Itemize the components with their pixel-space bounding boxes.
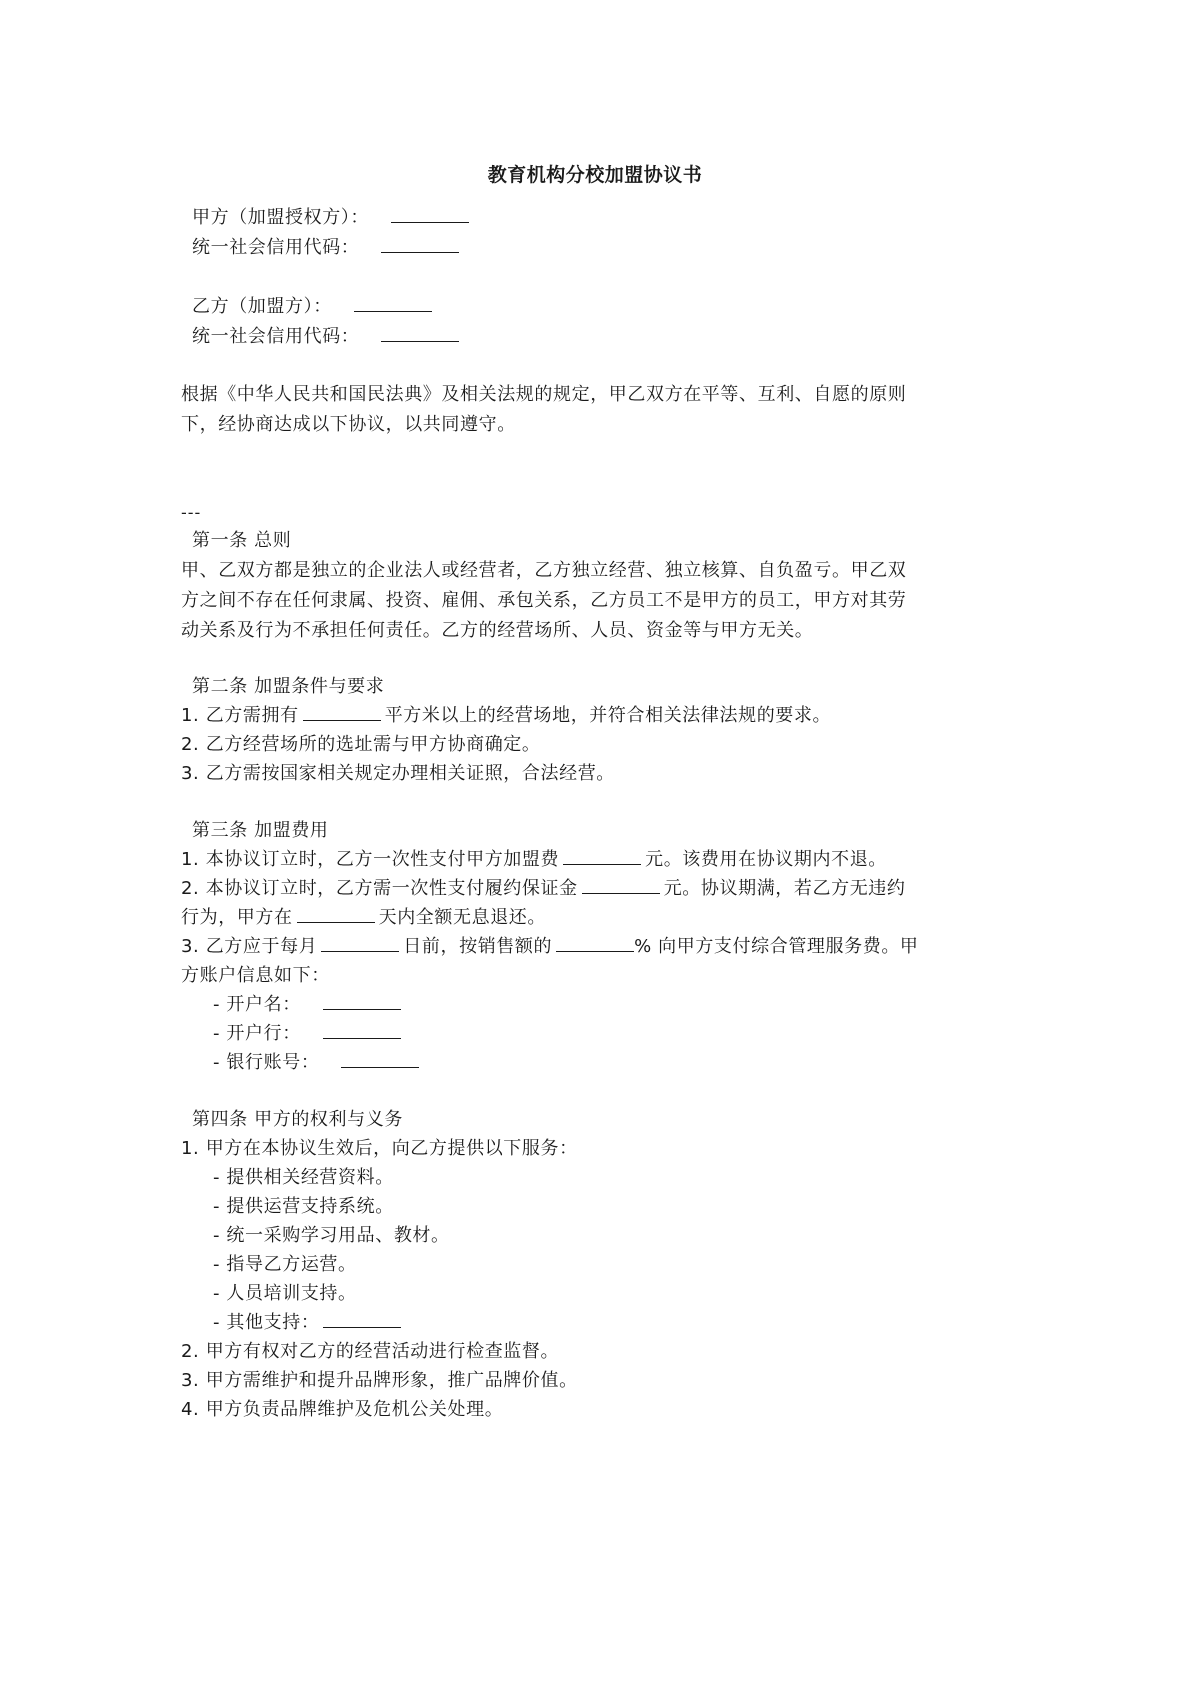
party-a-label: 甲方（加盟授权方）： <box>192 207 369 228</box>
article4-item-1: 1. 甲方在本协议生效后，向乙方提供以下服务： <box>181 1138 578 1159</box>
deposit-blank[interactable] <box>582 875 660 894</box>
franchise-fee-blank[interactable] <box>563 846 641 865</box>
article3-item2-line2-post: 天内全额无息退还。 <box>378 907 547 928</box>
article2-item-3: 3. 乙方需按国家相关规定办理相关证照，合法经营。 <box>181 763 615 784</box>
preamble-line-1: 根据《中华人民共和国民法典》及相关法规的规定，甲乙双方在平等、互利、自愿的原则 <box>181 384 907 405</box>
article2-item-2: 2. 乙方经营场所的选址需与甲方协商确定。 <box>181 734 541 755</box>
party-b-label: 乙方（加盟方）： <box>192 296 332 317</box>
article4-item-2: 2. 甲方有权对乙方的经营活动进行检查监督。 <box>181 1341 560 1362</box>
article4-item-4: 4. 甲方负责品牌维护及危机公关处理。 <box>181 1399 504 1420</box>
article3-item3-post: % 向甲方支付综合管理服务费。甲 <box>634 936 919 957</box>
article3-item-1 <box>181 845 887 875</box>
article3-item2-line2-pre: 行为，甲方在 <box>181 907 293 928</box>
article3-heading: 第三条 加盟费用 <box>192 820 329 841</box>
account-number-line <box>213 1048 423 1078</box>
preamble-line-2: 下，经协商达成以下协议，以共同遵守。 <box>181 414 516 435</box>
article3-item-2-line-2 <box>181 903 546 933</box>
document-title: 教育机构分校加盟协议书 <box>487 164 703 186</box>
article4-item-3: 3. 甲方需维护和提升品牌形象，推广品牌价值。 <box>181 1370 578 1391</box>
service-item: - 人员培训支持。 <box>213 1283 357 1304</box>
account-name-line <box>213 990 405 1020</box>
party-a-name-blank[interactable] <box>391 204 469 223</box>
article3-item-2 <box>181 874 906 904</box>
account-bank-blank[interactable] <box>323 1020 401 1039</box>
other-support-blank[interactable] <box>323 1309 401 1328</box>
service-item: - 提供运营支持系统。 <box>213 1196 394 1217</box>
refund-days-blank[interactable] <box>297 904 375 923</box>
area-blank[interactable] <box>303 702 381 721</box>
article1-heading: 第一条 总则 <box>192 530 292 551</box>
article3-item3-mid: 日前，按销售额的 <box>403 936 553 957</box>
service-item-other <box>213 1308 405 1338</box>
party-b-credit-blank[interactable] <box>381 323 459 342</box>
party-a-line <box>192 203 473 233</box>
article2-item1-post: 平方米以上的经营场地，并符合相关法律法规的要求。 <box>384 705 832 726</box>
article4-heading: 第四条 甲方的权利与义务 <box>192 1109 403 1130</box>
party-b-credit-label: 统一社会信用代码： <box>192 326 360 347</box>
party-a-credit-label: 统一社会信用代码： <box>192 237 360 258</box>
article2-item1-pre: 1. 乙方需拥有 <box>181 705 299 726</box>
article1-line-3: 动关系及行为不承担任何责任。乙方的经营场所、人员、资金等与甲方无关。 <box>181 620 814 641</box>
service-item: - 提供相关经营资料。 <box>213 1167 394 1188</box>
article3-item2-post: 元。协议期满，若乙方无违约 <box>663 878 906 899</box>
article3-item-3 <box>181 932 919 962</box>
account-name-label: - 开户名： <box>213 994 301 1015</box>
party-b-credit-line <box>192 322 463 352</box>
article1-line-2: 方之间不存在任何隶属、投资、雇佣、承包关系，乙方员工不是甲方的员工，甲方对其劳 <box>181 590 907 611</box>
separator: --- <box>181 503 202 522</box>
account-bank-label: - 开户行： <box>213 1023 301 1044</box>
account-number-blank[interactable] <box>341 1049 419 1068</box>
account-name-blank[interactable] <box>323 991 401 1010</box>
article2-heading: 第二条 加盟条件与要求 <box>192 676 385 697</box>
article3-item1-post: 元。该费用在协议期内不退。 <box>645 849 887 870</box>
payment-day-blank[interactable] <box>321 933 399 952</box>
article3-item-3-line-2: 方账户信息如下： <box>181 965 330 986</box>
article2-item-1 <box>181 701 831 731</box>
party-b-line <box>192 292 436 322</box>
account-bank-line <box>213 1019 405 1049</box>
service-item: - 指导乙方运营。 <box>213 1254 357 1275</box>
party-a-credit-line <box>192 233 463 263</box>
account-number-label: - 银行账号： <box>213 1052 320 1073</box>
party-b-name-blank[interactable] <box>354 293 432 312</box>
service-item: - 统一采购学习用品、教材。 <box>213 1225 450 1246</box>
party-a-credit-blank[interactable] <box>381 234 459 253</box>
article3-item1-pre: 1. 本协议订立时，乙方一次性支付甲方加盟费 <box>181 849 560 870</box>
article1-line-1: 甲、乙双方都是独立的企业法人或经营者，乙方独立经营、独立核算、自负盈亏。甲乙双 <box>181 560 907 581</box>
article3-item2-pre: 2. 本协议订立时，乙方需一次性支付履约保证金 <box>181 878 578 899</box>
other-support-label: - 其他支持： <box>213 1312 320 1333</box>
article3-item3-pre: 3. 乙方应于每月 <box>181 936 318 957</box>
fee-percent-blank[interactable] <box>556 933 634 952</box>
